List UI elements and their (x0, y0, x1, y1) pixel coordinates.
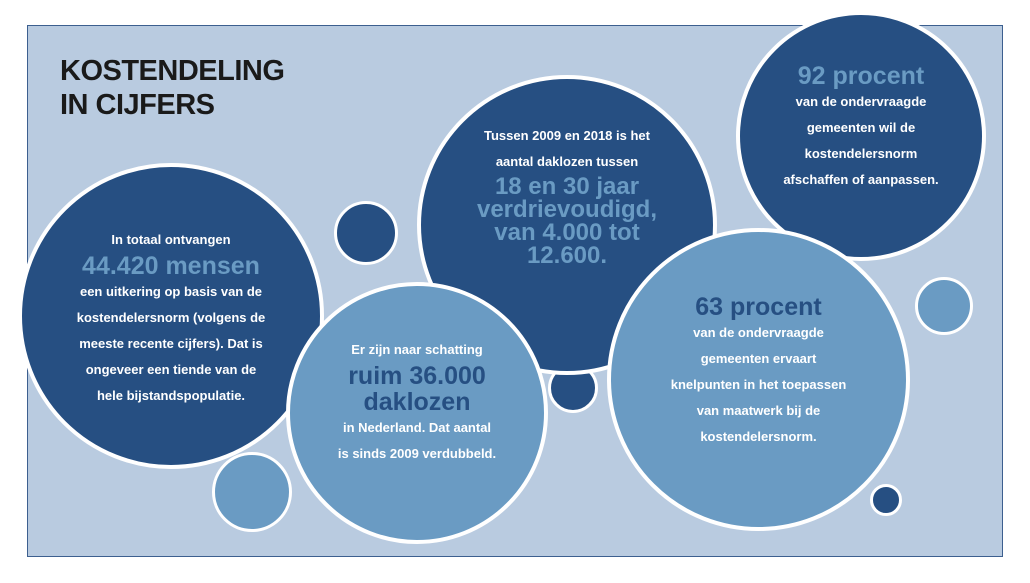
circle-highlight-line: van 4.000 tot (494, 219, 640, 246)
decor-dot (334, 201, 398, 265)
circle-highlight-line: daklozen (363, 388, 471, 416)
title-line-2: IN CIJFERS (60, 89, 215, 121)
circle-body-line: hele bijstandspopulatie. (96, 388, 246, 403)
circle-body-line: van de ondervraagde (795, 94, 927, 109)
circle-body-line: gemeenten wil de (806, 120, 916, 135)
circle-intro: Er zijn naar schatting (351, 342, 483, 357)
stat-circle-63-procent (607, 228, 910, 531)
circle-body-line: gemeenten ervaart (700, 350, 817, 366)
circle-body-line: knelpunten in het toepassen (670, 376, 847, 392)
circle-body-line: is sinds 2009 verdubbeld. (337, 446, 497, 461)
circle-body-line: van de ondervraagde (693, 324, 824, 340)
circle-intro: In totaal ontvangen (111, 232, 231, 247)
circle-body-line: een uitkering op basis van de (79, 284, 263, 299)
circle-highlight-line: ruim 36.000 (348, 362, 486, 390)
circle-highlight: 44.420 mensen (82, 252, 260, 280)
circle-body-line: van maatwerk bij de (696, 402, 821, 418)
circle-body-line: kostendelersnorm (volgens de (76, 310, 266, 325)
stat-circle-92-procent (736, 11, 986, 261)
circle-highlight-line: verdrievoudigd, (476, 196, 658, 223)
circle-intro-line: aantal daklozen tussen (495, 154, 639, 169)
stat-circle-daklozen (286, 282, 548, 544)
circle-highlight-line: 18 en 30 jaar (494, 173, 640, 200)
circle-body-line: ongeveer een tiende van de (85, 362, 257, 377)
title-line-1: KOSTENDELING (60, 55, 285, 87)
page-title (60, 54, 284, 122)
circle-highlight-line: 12.600. (526, 242, 608, 269)
circle-body-line: afschaffen of aanpassen. (783, 172, 939, 187)
circle-intro-line: Tussen 2009 en 2018 is het (484, 128, 650, 143)
decor-dot (870, 484, 902, 516)
circle-body-line: meeste recente cijfers). Dat is (79, 336, 263, 351)
circle-highlight: 92 procent (797, 62, 925, 90)
stat-circle-uitkering (18, 163, 324, 469)
decor-dot (212, 452, 292, 532)
circle-highlight: 63 procent (695, 292, 822, 321)
circle-body-line: kostendelersnorm. (700, 428, 817, 444)
decor-dot (915, 277, 973, 335)
circle-body-line: in Nederland. Dat aantal (342, 420, 492, 435)
circle-body-line: kostendelersnorm (804, 146, 918, 161)
